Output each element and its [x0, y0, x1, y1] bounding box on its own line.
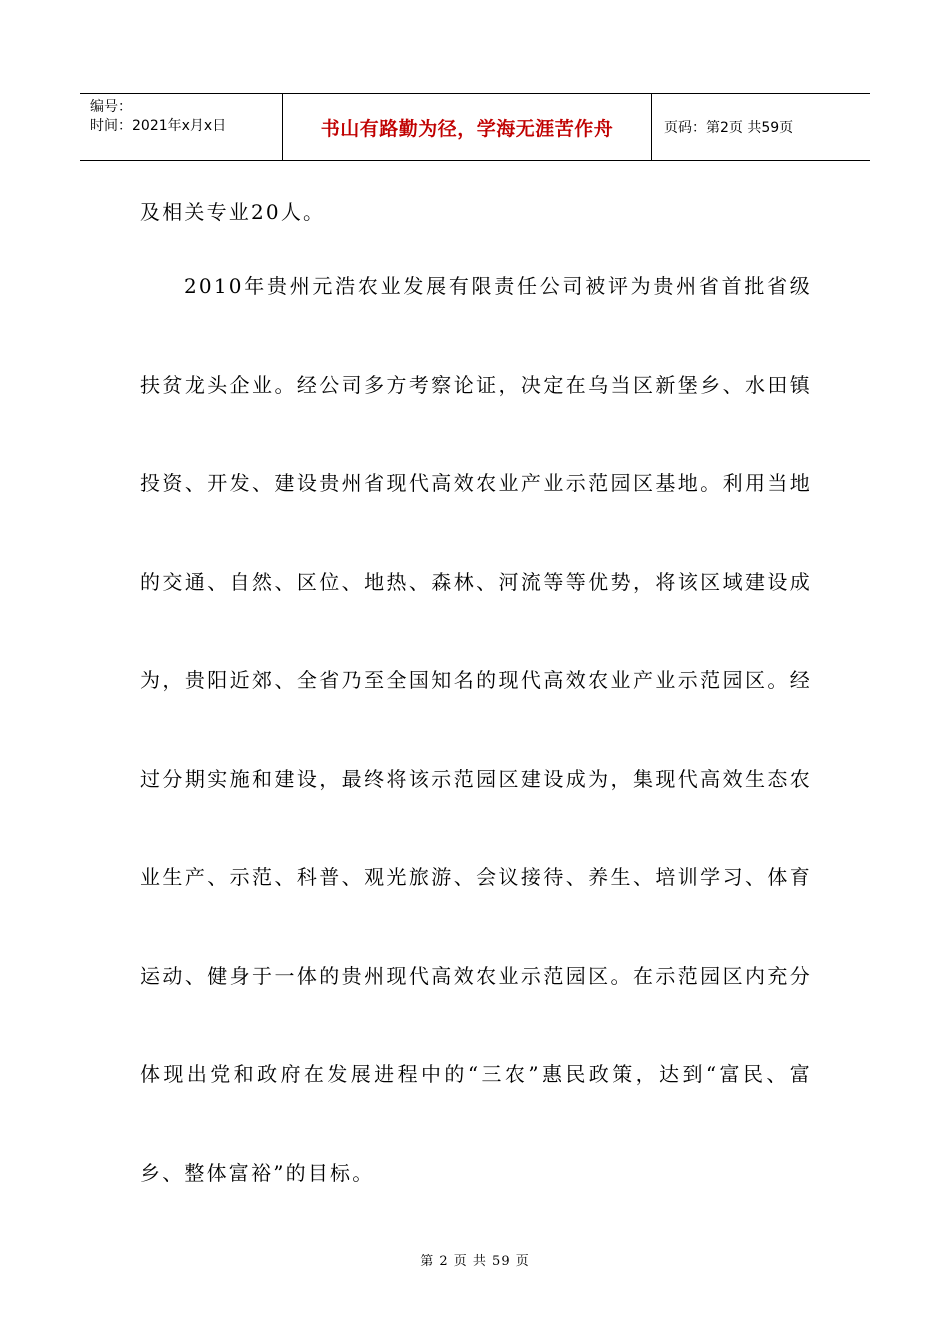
header-meta — [80, 94, 282, 160]
header-time: 时间：2021年x月x日 — [90, 118, 227, 134]
header-motto: 书山有路勤为径，学海无涯苦作舟 — [282, 94, 652, 160]
body-line-1: 及相关专业20人。 — [140, 200, 326, 224]
document-body — [140, 187, 812, 1222]
page-footer: 第 2 页 共 59 页 — [420, 1254, 530, 1269]
header-page-number: 页码：第2页 共59页 — [664, 120, 794, 136]
body-paragraph-2: 2010年贵州元浩农业发展有限责任公司被评为贵州省首批省级扶贫龙头企业。经公司多方考察论证，决定在乌当区新堡乡、水田镇投资、开发、建设贵州省现代高效农业产业示范园区基地。利用当地的交通、自然、区位、地热、森林、河流等等优势，将该区域建设成为，贵阳近郊、全省乃至全国知名的现代高效农业产业示范园区。经过分期实施和建设，最终将该示范园区建设成为，集现代高效生态农业生产、示范、科普、观光旅游、会议接待、养生、培训学习、体育运动、健身于一体的贵州现代高效农业示范园区。在示范园区内充分体现出党和政府在发展进程中的“三农”惠民政策，达到“富民、富乡、整体富裕”的目标。 — [140, 274, 812, 1185]
header-number: 编号： — [90, 99, 132, 115]
page-header — [80, 93, 870, 161]
